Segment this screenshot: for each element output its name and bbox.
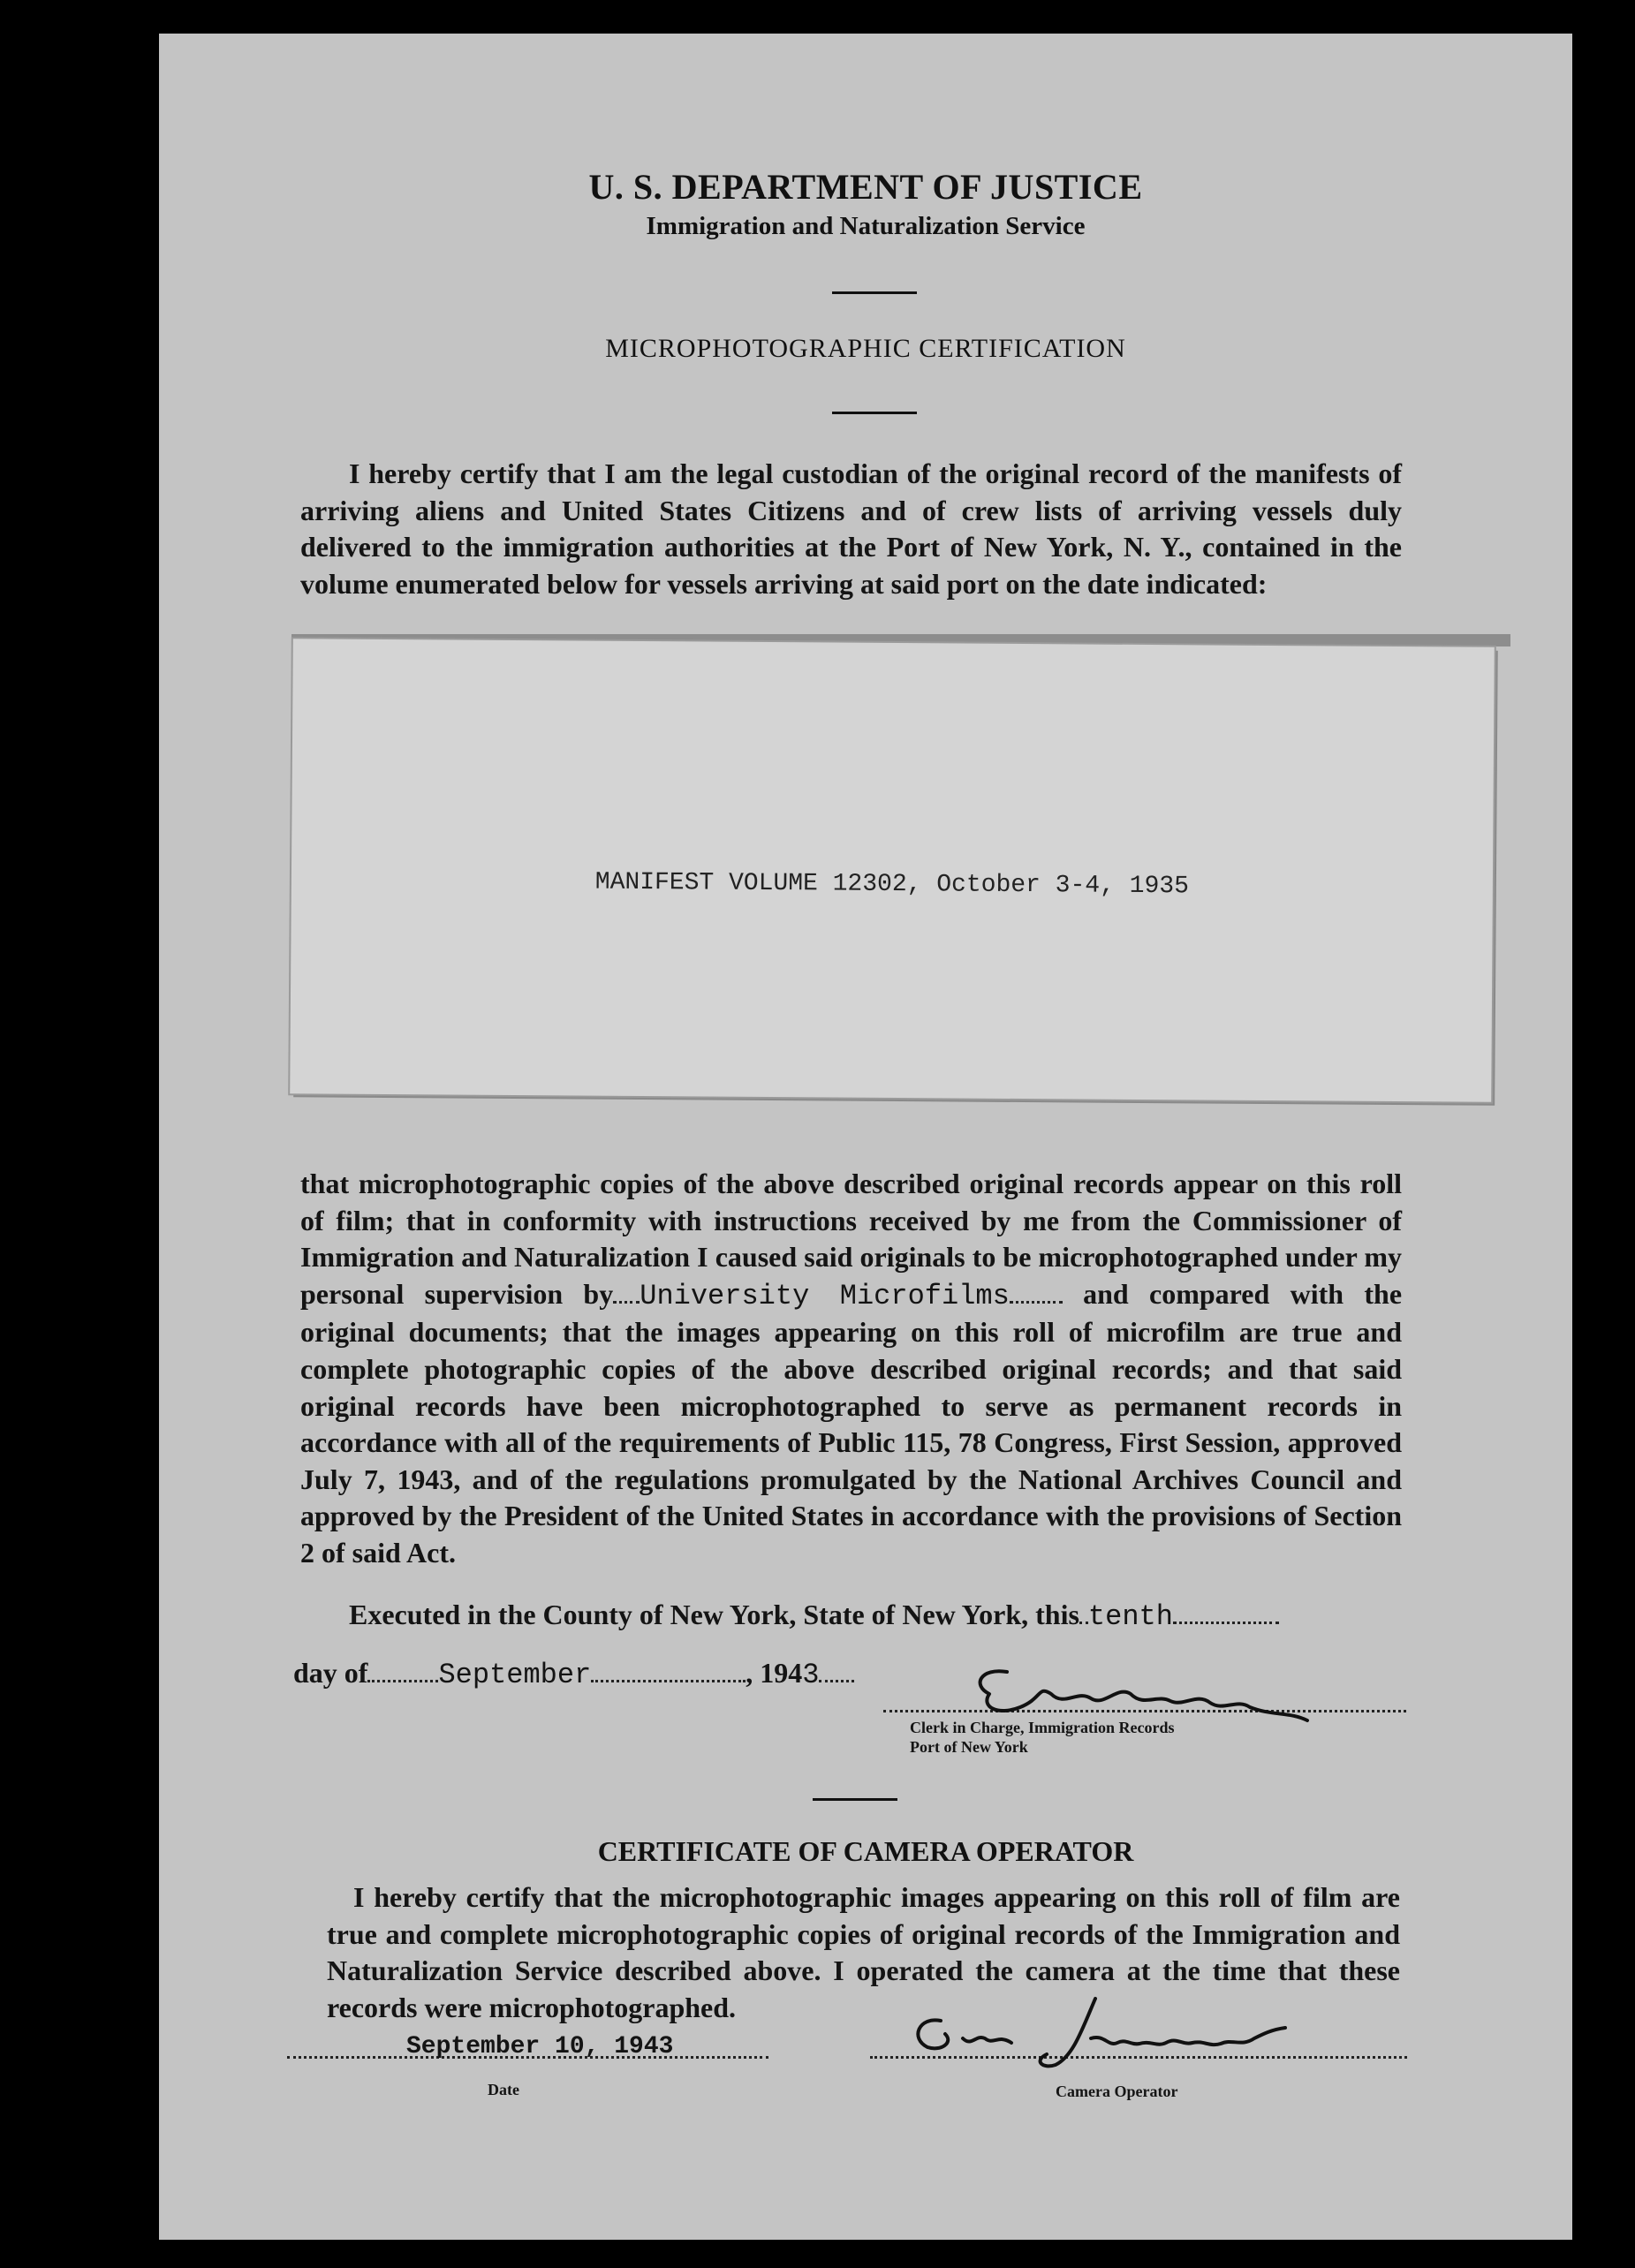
- leader-dots: [1173, 1622, 1279, 1624]
- leader-dots: [819, 1680, 854, 1682]
- body-text-part2: and compared with the original documents; that the images appearing on this roll of microfilm are true and complete photographic copies of the above described original records; and that said original records have been microphotographed to serve as permanent records in accordance with all of the requirements of Public 115, 78 Congress, First Session, approved July 7, 1943, and of the regulations promulgated by the National Archives Council and approved by the President of the United States in accordance with the provisions of Section 2 of said Act.: [300, 1277, 1403, 1569]
- clerk-title-line2: Port of New York: [910, 1737, 1028, 1756]
- manifest-volume-label: MANIFEST VOLUME 12302, October 3-4, 1935: [594, 868, 1190, 901]
- camera-date-value: September 10, 1943: [406, 2033, 674, 2060]
- certification-title: MICROPHOTOGRAPHIC CERTIFICATION: [605, 334, 1126, 363]
- microfilm-company: University Microfilms: [640, 1279, 1010, 1312]
- camera-date-label: Date: [488, 2081, 519, 2098]
- attached-volume-slip: [290, 639, 1495, 1101]
- camera-text: I hereby certify that the microphotographic images appearing on this roll of film are true and complete microphotographic copies of original records of the Immigration and Naturalization Service described above. I operated the camera at the time that these records were microphotographed.: [327, 1881, 1400, 2023]
- executed-text: Executed in the County of New York, State of New York, this: [349, 1599, 1079, 1630]
- year-suffix: 3: [802, 1659, 820, 1691]
- camera-operator-label: Camera Operator: [1056, 2083, 1178, 2100]
- camera-certificate-title: CERTIFICATE OF CAMERA OPERATOR: [597, 1835, 1134, 1867]
- day-of-label: day of: [293, 1657, 368, 1689]
- year-prefix: , 194: [746, 1657, 803, 1689]
- clerk-title: [910, 1719, 1174, 1757]
- clerk-title-line1: Clerk in Charge, Immigration Records: [910, 1719, 1175, 1736]
- operator-signature: [892, 1994, 1316, 2074]
- leader-dots: [1079, 1622, 1088, 1624]
- certification-body: [300, 1166, 1402, 1572]
- leader-dots: [591, 1680, 746, 1682]
- leader-dots: [613, 1301, 640, 1304]
- title-divider: [832, 412, 917, 414]
- date-line: [293, 1657, 854, 1691]
- body-text-part1: that microphotographic copies of the above described original records appear on this roll of film; that in conformity with instructions received by me from the Commissioner of Immigration and Naturalization I caused said originals to be microphotographed under my personal supervision by: [300, 1168, 1402, 1310]
- section-divider: [813, 1798, 897, 1801]
- leader-dots: [367, 1680, 438, 1682]
- department-heading: U. S. DEPARTMENT OF JUSTICE: [588, 167, 1143, 207]
- execution-day: tenth: [1087, 1600, 1173, 1633]
- service-subheading: Immigration and Naturalization Service: [646, 212, 1086, 240]
- certificate-page: [159, 34, 1572, 2240]
- header-divider: [832, 291, 917, 294]
- execution-month: September: [438, 1659, 592, 1691]
- leader-dots: [1010, 1301, 1063, 1304]
- executed-line: [349, 1599, 1279, 1633]
- intro-text: I hereby certify that I am the legal custodian of the original record of the manifests of arriving aliens and United States Citizens and of crew lists of arriving vessels duly delivered to the immigration authorities at the Port of New York, N. Y., contained in the volume enumerated below for vessels arriving at said port on the date indicated:: [300, 457, 1402, 600]
- certification-intro: [300, 456, 1402, 602]
